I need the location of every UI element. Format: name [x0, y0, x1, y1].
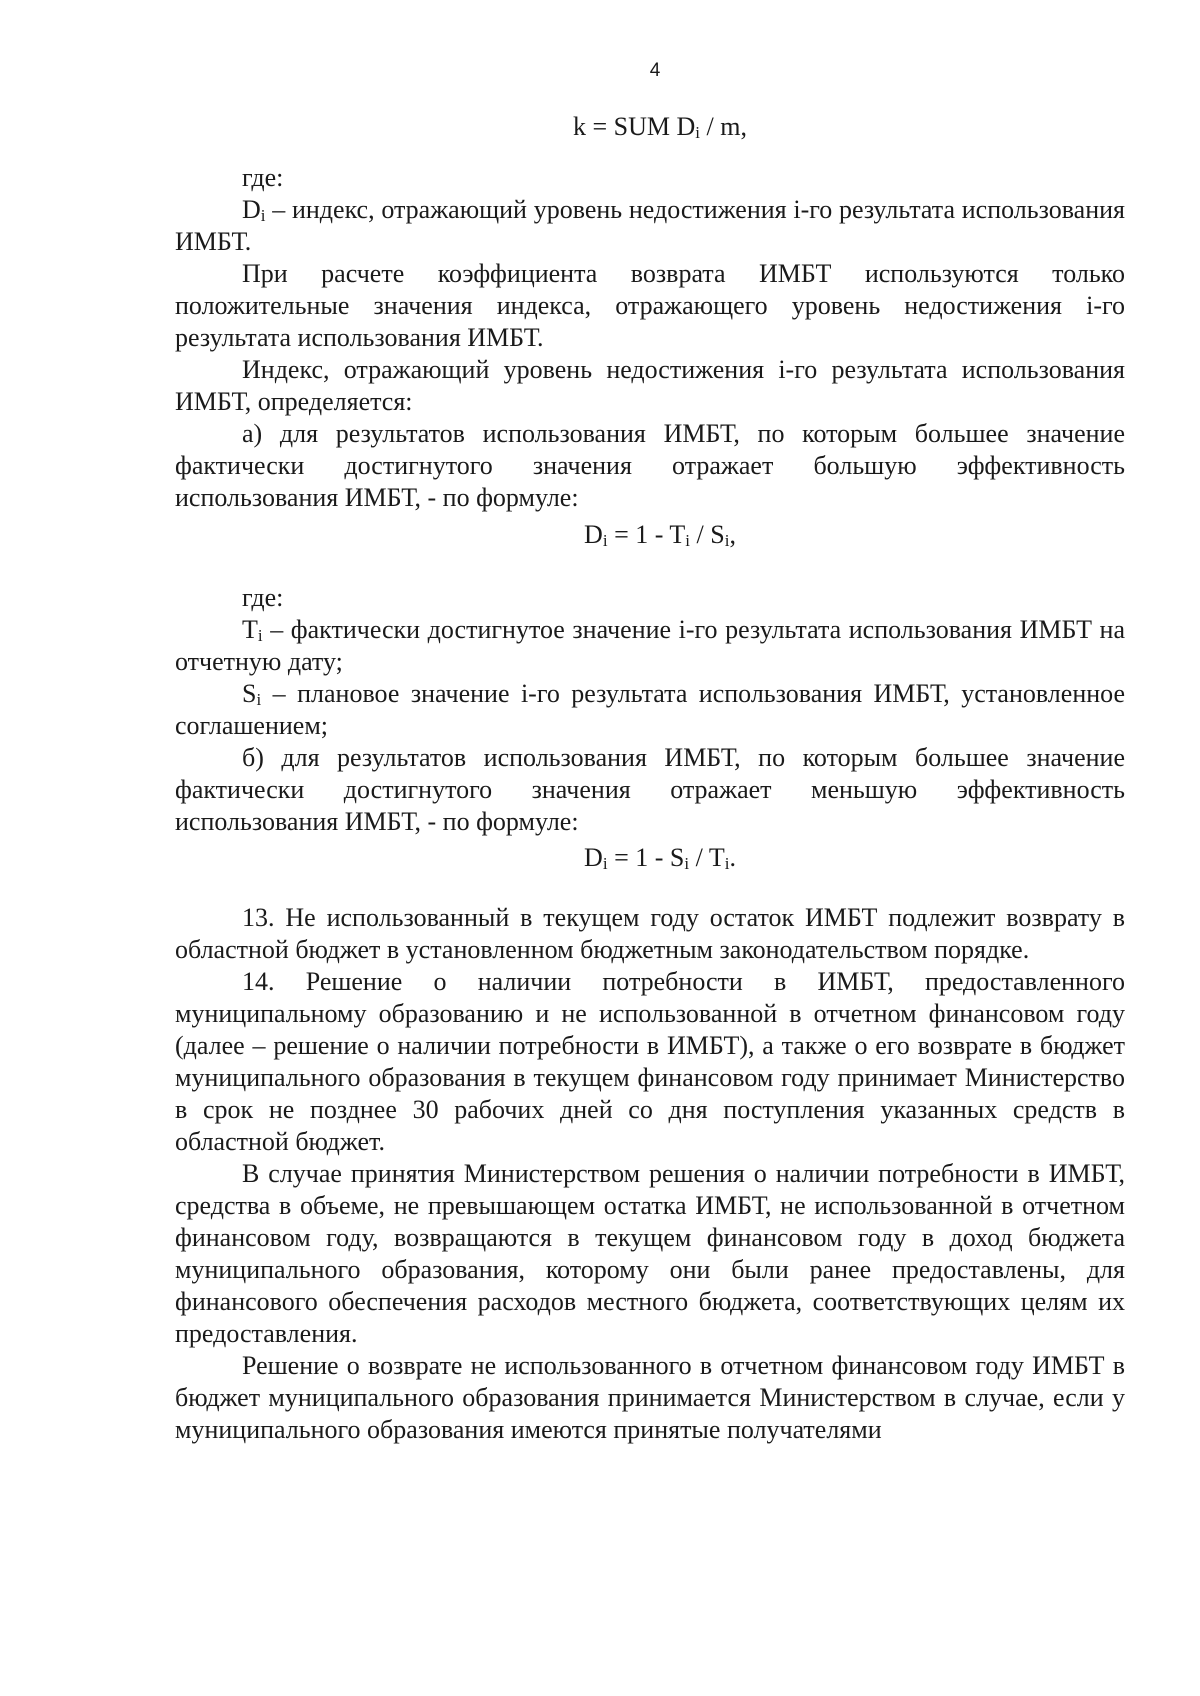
paragraph-case-need: В случае принятия Министерством решения о наличии потребности в ИМБТ, средства в объеме, не превышающем остатка ИМБТ, не использованной в отчетном финансовом году, возвращаются в текущем финансовом году в доход бюджета муниципального образования, которому они были ранее предоставлены, для финансового обеспечения расходов местного бюджета, соответствующих целям их предоставления. — [175, 1159, 1125, 1348]
paragraph-14: 14. Решение о наличии потребности в ИМБТ, предоставленного муниципальному образованию и не использованной в отчетном финансовом году (далее – решение о наличии потребности в ИМБТ), а также о его возврате в бюджет муниципального образования в текущем финансовом году принимает Министерство в срок не позднее 30 рабочих дней со дня поступления указанных средств в областной бюджет. — [175, 967, 1125, 1156]
where-label: где: — [242, 583, 284, 612]
si-definition: $S_i$ – плановое значение i-го результата использования ИМБТ, установленное соглашением; — [175, 679, 1125, 740]
paragraph-case-a: а) для результатов использования ИМБТ, по которым большее значение фактически достигнутого значения отражает большую эффективность использования ИМБТ, - по формуле: — [175, 419, 1125, 512]
formula-k: k = SUM $D_i$ / m, — [573, 112, 747, 142]
paragraph-13: 13. Не использованный в текущем году остаток ИМБТ подлежит возврату в областной бюджет в установленном бюджетным законодательством порядке. — [175, 903, 1125, 964]
text-block-3 — [175, 902, 1125, 1446]
where-label: где: — [242, 163, 284, 192]
paragraph-case-b: б) для результатов использования ИМБТ, по которым большее значение фактически достигнутого значения отражает меньшую эффективность использования ИМБТ, - по формуле: — [175, 743, 1125, 836]
ti-definition: $T_i$ – фактически достигнутое значение i-го результата использования ИМБТ на отчетную дату; — [175, 615, 1125, 676]
formula-b: $D_i = 1 - S_i / T_i$. — [584, 843, 736, 873]
paragraph-positive-values: При расчете коэффициента возврата ИМБТ используются только положительные значения индекса, отражающего уровень недостижения i-го результата использования ИМБТ. — [175, 259, 1125, 352]
formula-a: $D_i = 1 - T_i / S_i$, — [584, 520, 736, 550]
text-block-1 — [175, 162, 1125, 514]
text-block-2 — [175, 582, 1125, 838]
di-definition: $D_i$ – индекс, отражающий уровень недостижения i-го результата использования ИМБТ. — [175, 195, 1125, 256]
page-number: 4 — [649, 60, 661, 81]
paragraph-index-definition: Индекс, отражающий уровень недостижения i-го результата использования ИМБТ, определяется: — [175, 355, 1125, 416]
paragraph-return-decision: Решение о возврате не использованного в отчетном финансовом году ИМБТ в бюджет муниципального образования принимается Министерством в случае, если у муниципального образования имеются принятые получателями — [175, 1351, 1125, 1444]
